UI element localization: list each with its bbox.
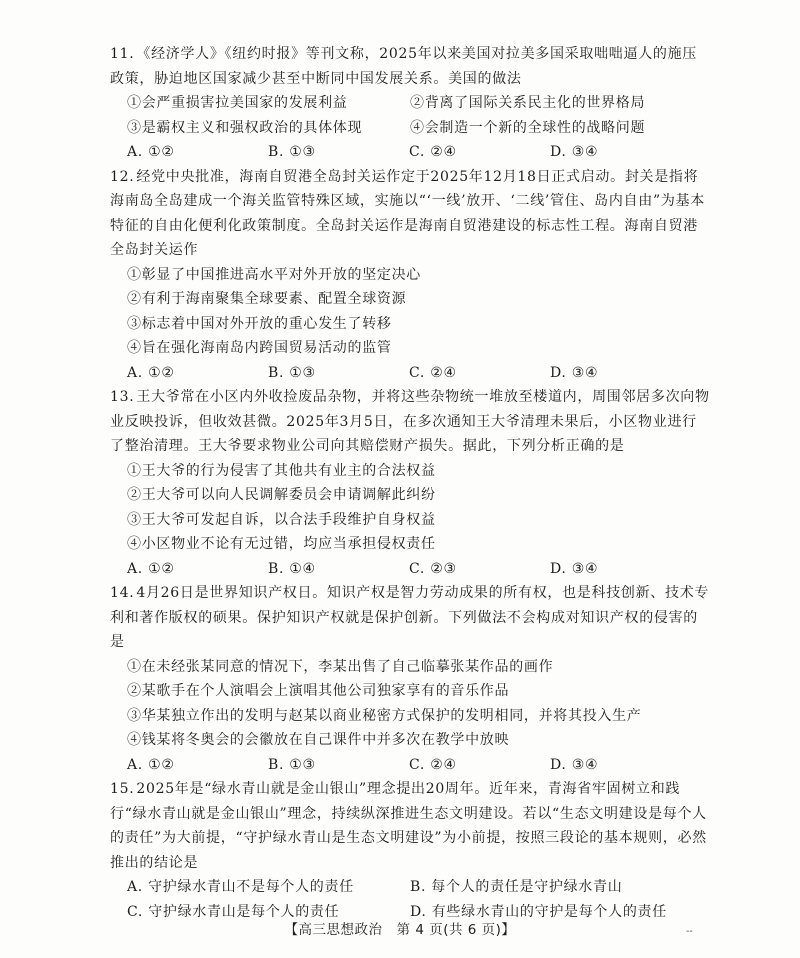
question-text: 经党中央批准，海南自贸港全岛封关运作定于2025年12月18日正式启动。封关是指将海南岛全岛建成一个海关监管特殊区域，实施以“‘一线’放开、‘二线’管住、岛内自由”为基本特征的自由化便利化政策制度。全岛封关运作是海南自贸港建设的标志性工程。海南自贸港全岛封关运作	[110, 168, 705, 258]
choice-a: A. 守护绿水青山不是每个人的责任	[127, 879, 354, 895]
answer-choices	[110, 140, 710, 165]
statement: ②背离了国际关系民主化的世界格局	[410, 95, 646, 111]
question-stem	[110, 165, 710, 263]
question-text: 4月26日是世界知识产权日。知识产权是智力劳动成果的所有权，也是科技创新、技术专利和著作版权的硕果。保护知识产权就是保护创新。下列做法不会构成对知识产权的侵害的是	[110, 585, 710, 650]
choice-a: A. ①②	[127, 756, 175, 773]
question-14	[110, 581, 710, 777]
choice-d: D. 有些绿水青山的守护是每个人的责任	[410, 903, 667, 920]
answer-choices	[110, 557, 710, 582]
choice-c: C. 守护绿水青山是每个人的责任	[127, 903, 340, 920]
statement: ①王大爷的行为侵害了其他共有业主的合法权益	[127, 462, 436, 479]
choice-b: B. ①③	[268, 364, 316, 381]
statement: ④钱某将冬奥会的会徽放在自己课件中并多次在教学中放映	[127, 732, 510, 748]
statement-row	[110, 91, 710, 116]
statement: ③华某独立作出的发明与赵某以商业秘密方式保护的发明相同，并将其投入生产	[127, 707, 642, 724]
statement: ④旨在强化海南岛内跨国贸易活动的监管	[127, 340, 392, 356]
page-footer: 【高三思想政治 第 4 页(共 6 页)】	[284, 922, 516, 938]
option-row	[110, 875, 710, 900]
corner-mark: --	[686, 926, 693, 937]
statement: ①彰显了中国推进高水平对外开放的坚定决心	[127, 266, 421, 283]
question-text: 2025年是“绿水青山就是金山银山”理念提出20周年。近年来，青海省牢固树立和践行“绿水青山就是金山银山”理念，持续纵深推进生态文明建设。若以“生态文明建设是每个人的责任”为大前提，“守护绿水青山是生态文明建设”为小前提，按照三段论的基本规则，必然推出的结论是	[110, 781, 707, 871]
question-11	[110, 42, 710, 165]
choice-c: C. ②④	[409, 756, 457, 773]
choice-a: A. ①②	[127, 144, 175, 160]
choice-b: B. 每个人的责任是守护绿水青山	[410, 879, 623, 895]
answer-choices	[110, 753, 710, 778]
statement: ④小区物业不论有无过错，均应当承担侵权责任	[127, 536, 436, 552]
question-15	[110, 777, 710, 924]
choice-c: C. ②④	[409, 144, 457, 160]
choice-d: D. ③④	[550, 560, 599, 577]
question-stem	[110, 42, 710, 91]
question-number: 14.	[110, 585, 135, 601]
question-stem	[110, 777, 710, 875]
question-number: 12.	[110, 168, 135, 185]
statement: ②王大爷可以向人民调解委员会申请调解此纠纷	[127, 487, 436, 503]
question-12	[110, 165, 710, 386]
choice-d: D. ③④	[550, 144, 599, 160]
statement: ②某歌手在个人演唱会上演唱其他公司独家享有的音乐作品	[127, 683, 510, 699]
question-13	[110, 385, 710, 581]
question-text: 《经济学人》《纽约时报》等刊文称，2025年以来美国对拉美多国采取咄咄逼人的施压政策，胁迫地区国家减少甚至中断同中国发展关系。美国的做法	[110, 46, 698, 87]
statement-row	[110, 116, 710, 141]
choice-a: A. ①②	[127, 560, 175, 577]
choice-c: C. ②③	[409, 560, 457, 577]
statement: ③是霸权主义和强权政治的具体体现	[127, 119, 363, 136]
statement: ①会严重损害拉美国家的发展利益	[127, 95, 348, 111]
question-list	[110, 42, 710, 924]
question-number: 13.	[110, 389, 135, 405]
choice-b: B. ①④	[268, 560, 316, 577]
statement: ②有利于海南聚集全球要素、配置全球资源	[127, 291, 407, 307]
statement: ③王大爷可发起自诉，以合法手段维护自身权益	[127, 511, 436, 528]
choice-c: C. ②④	[409, 364, 457, 381]
statement: ④会制造一个新的全球性的战略问题	[410, 119, 646, 136]
answer-choices	[110, 361, 710, 386]
choice-d: D. ③④	[550, 364, 599, 381]
question-number: 15.	[110, 781, 135, 797]
choice-b: B. ①③	[268, 144, 316, 160]
statement: ①在未经张某同意的情况下，李某出售了自己临摹张某作品的画作	[127, 658, 554, 675]
question-number: 11.	[110, 46, 135, 62]
choice-b: B. ①③	[268, 756, 316, 773]
choice-a: A. ①②	[127, 364, 175, 381]
question-stem	[110, 385, 710, 459]
statement: ③标志着中国对外开放的重心发生了转移	[127, 315, 392, 332]
question-stem	[110, 581, 710, 655]
question-text: 王大爷常在小区内外收捡废品杂物，并将这些杂物统一堆放至楼道内，周围邻居多次向物业反映投诉，但收效甚微。2025年3月5日，在多次通知王大爷清理未果后，小区物业进行了整治清理。王大爷要求物业公司向其赔偿财产损失。据此，下列分析正确的是	[110, 389, 710, 454]
choice-d: D. ③④	[550, 756, 599, 773]
